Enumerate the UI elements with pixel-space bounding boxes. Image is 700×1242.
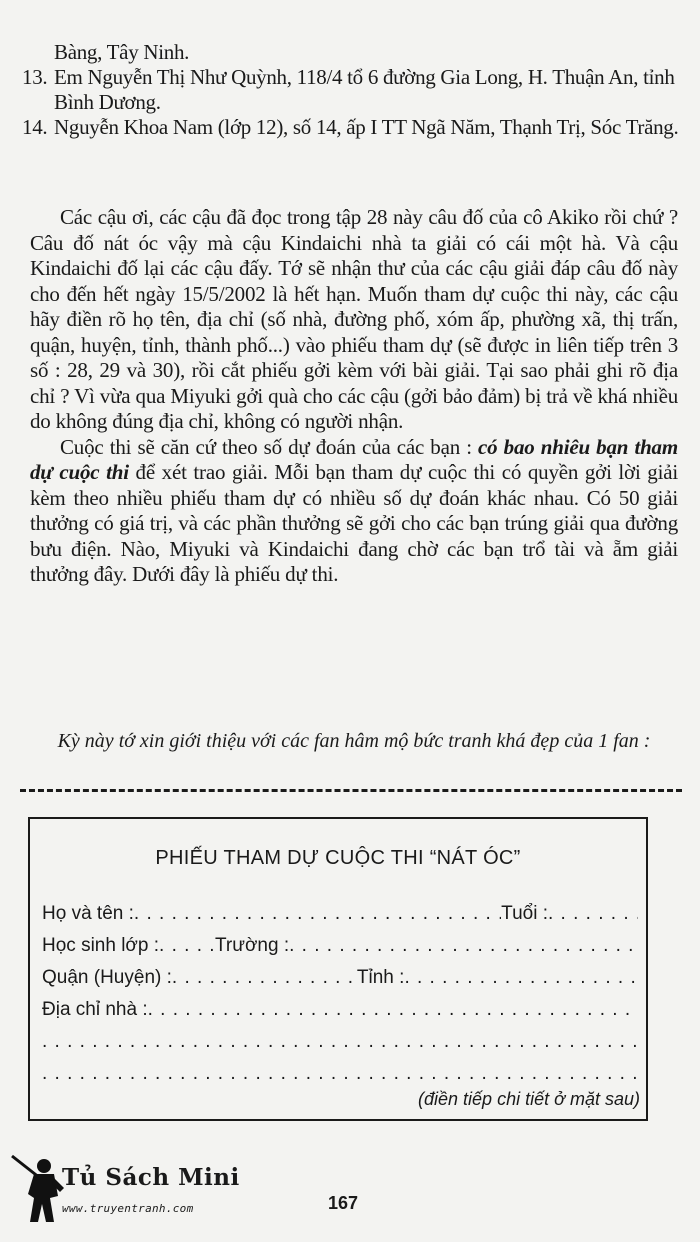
list-item: [22, 115, 682, 140]
class-field[interactable]: [159, 935, 215, 957]
ninja-silhouette-icon: [10, 1148, 66, 1228]
contest-description: [30, 205, 678, 588]
address-field[interactable]: [148, 999, 638, 1021]
form-note: (điền tiếp chi tiết ở mặt sau): [418, 1089, 640, 1109]
name-label: Họ và tên :: [42, 903, 134, 924]
list-item-text: Nguyễn Khoa Nam (lớp 12), số 14, ấp I TT Ngã Năm, Thạnh Trị, Sóc Trăng.: [54, 115, 679, 139]
paragraph: [30, 435, 678, 588]
form-row-school: [42, 935, 638, 957]
paragraph-text: Cuộc thi sẽ căn cứ theo số dự đoán của các bạn :: [60, 434, 479, 459]
address-field-line[interactable]: [42, 1063, 638, 1085]
paragraph: Các cậu ơi, các cậu đã đọc trong tập 28 này câu đố của cô Akiko rồi chứ ? Câu đố nát óc vậy mà cậu Kindaichi nhà ta giải có cái một hà. Và cậu Kindaichi đố lại các cậu đấy. Tớ sẽ nhận thư của các cậu giải đáp câu đố này cho đến hết ngày 15/5/2002 là hết hạn. Muốn tham dự cuộc thi này, các cậu hãy điền rõ họ tên, địa chỉ (số nhà, đường phố, xóm ấp, phường xã, thị trấn, quận, huyện, tỉnh, thành phố...) vào phiếu tham dự (sẽ được in liên tiếp trên 3 số : 28, 29 và 30), rồi cắt phiếu gởi kèm với bài giải. Tại sao phải ghi rõ địa chỉ ? Vì vừa qua Miyuki gởi quà cho các cậu (gởi bảo đảm) bị trả về khá nhiều do không đúng địa chỉ, không có người nhận.: [30, 205, 678, 433]
form-title: PHIẾU THAM DỰ CUỘC THI “NÁT ÓC”: [155, 847, 521, 869]
logo-url: www.truyentranh.com: [62, 1202, 194, 1215]
form-row-district: [42, 967, 638, 989]
school-label: Trường :: [215, 935, 290, 956]
class-label: Học sinh lớp :: [42, 935, 160, 956]
entry-form: [28, 817, 648, 1121]
province-field[interactable]: [404, 967, 638, 989]
cut-line: [20, 789, 682, 792]
form-row-address: [42, 999, 638, 1021]
age-field[interactable]: [548, 903, 638, 925]
school-field[interactable]: [289, 935, 638, 957]
artwork-caption: Kỳ này tớ xin giới thiệu với các fan hâm mộ bức tranh khá đẹp của 1 fan :: [57, 730, 651, 752]
address-label: Địa chỉ nhà :: [42, 999, 148, 1020]
logo-text: Tủ Sách Mini: [62, 1164, 240, 1191]
name-field[interactable]: [134, 903, 501, 925]
address-field-line[interactable]: [42, 1031, 638, 1053]
list-continuation: Bàng, Tây Ninh.: [54, 40, 190, 64]
paragraph-text: để xét trao giải. Mỗi bạn tham dự cuộc thi có quyền gởi lời giải kèm theo nhiều phiếu tham dự có nhiều số dự đoán khác nhau. Có 50 giải thưởng có giá trị, và các phần thưởng sẽ gởi cho các bạn trúng giải qua đường bưu điện. Nào, Miyuki và Kindaichi đang chờ các bạn trổ tài và ẵm giải thưởng đây. Dưới đây là phiếu dự thi.: [30, 460, 678, 586]
form-row-name: [42, 903, 638, 925]
emphasis-text: có bao nhiêu bạn tham dự cuộc thi: [30, 434, 678, 484]
district-field[interactable]: [172, 967, 357, 989]
list-item-text: Em Nguyễn Thị Như Quỳnh, 118/4 tổ 6 đường Gia Long, H. Thuận An, tỉnh Bình Dương.: [54, 65, 675, 114]
age-label: Tuổi :: [501, 903, 548, 924]
publisher-logo: [10, 1148, 240, 1228]
form-row-address-cont: [42, 1031, 638, 1053]
list-item: [22, 65, 682, 115]
list-item-number: 14.: [22, 115, 48, 139]
winner-list: [22, 40, 682, 140]
province-label: Tỉnh :: [356, 967, 405, 988]
page-number: 167: [328, 1193, 359, 1213]
list-item-number: 13.: [22, 65, 48, 89]
district-label: Quận (Huyện) :: [42, 967, 172, 988]
form-row-address-cont: [42, 1063, 638, 1085]
